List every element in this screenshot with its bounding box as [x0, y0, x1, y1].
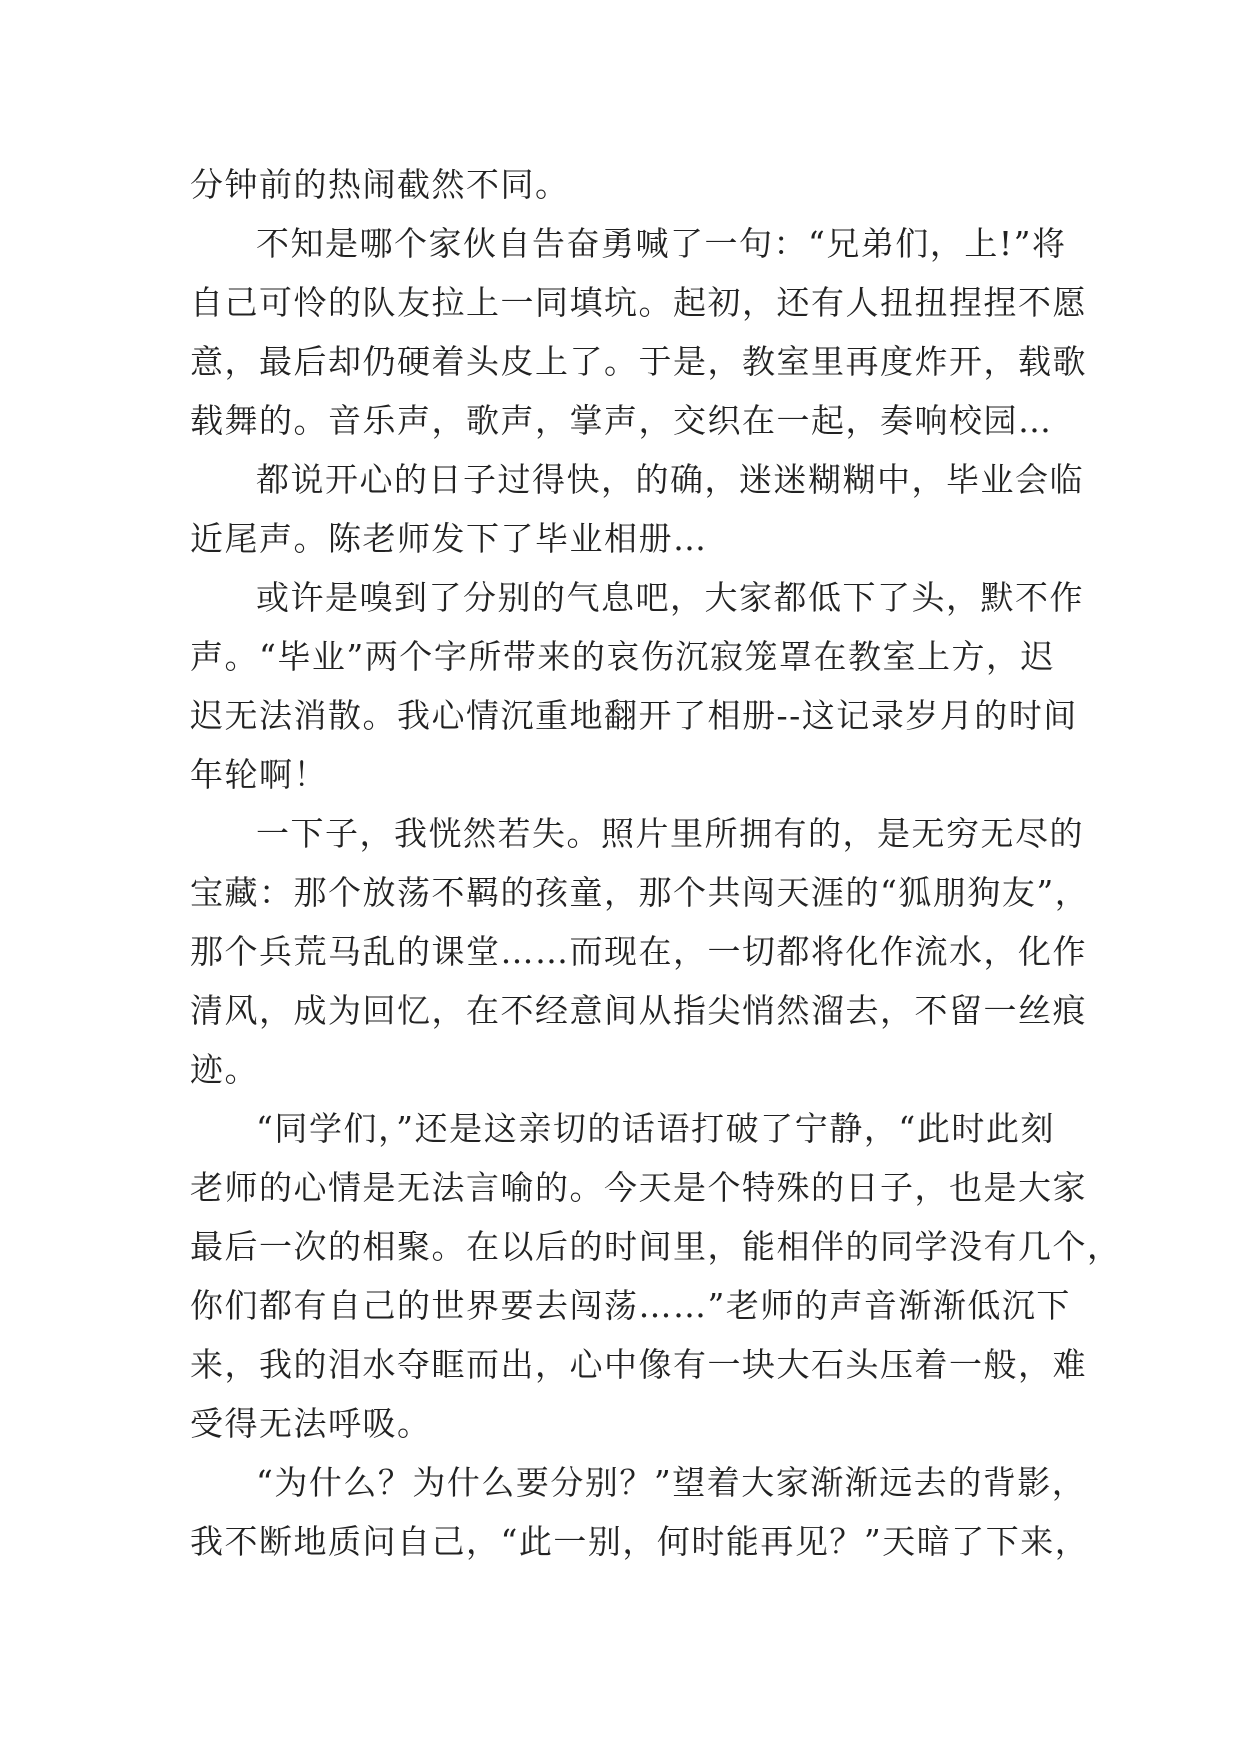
- text-line: 清风，成为回忆，在不经意间从指尖悄然溜去，不留一丝痕: [190, 991, 1087, 1030]
- text-line: 一下子，我恍然若失。照片里所拥有的，是无穷无尽的: [256, 814, 1084, 853]
- text-line: 迟无法消散。我心情沉重地翻开了相册--这记录岁月的时间: [190, 696, 1078, 735]
- text-line: 载舞的。音乐声，歌声，掌声，交织在一起，奏响校园…: [190, 401, 1053, 440]
- text-line: 最后一次的相聚。在以后的时间里，能相伴的同学没有几个，: [190, 1227, 1122, 1266]
- text-line: “为什么？为什么要分别？”望着大家渐渐远去的背影，: [256, 1463, 1087, 1502]
- text-line: 老师的心情是无法言喻的。今天是个特殊的日子，也是大家: [190, 1168, 1087, 1207]
- text-line: 年轮啊！: [190, 755, 328, 794]
- text-line: 你们都有自己的世界要去闯荡……”老师的声音渐渐低沉下: [190, 1286, 1071, 1325]
- text-line: 我不断地质问自己，“此一别，何时能再见？”天暗了下来，: [190, 1522, 1090, 1561]
- text-line: “同学们，”还是这亲切的话语打破了宁静，“此时此刻: [256, 1109, 1055, 1148]
- text-line: 受得无法呼吸。: [190, 1404, 432, 1443]
- text-line: 迹。: [190, 1050, 259, 1089]
- text-line: 来，我的泪水夺眶而出，心中像有一块大石头压着一般，难: [190, 1345, 1087, 1384]
- text-line: 宝藏：那个放荡不羁的孩童，那个共闯天涯的“狐朋狗友”，: [190, 873, 1090, 912]
- text-line: 那个兵荒马乱的课堂……而现在，一切都将化作流水，化作: [190, 932, 1087, 971]
- text-line: 分钟前的热闹截然不同。: [190, 165, 570, 204]
- essay-body: [190, 155, 1122, 1571]
- text-line: 不知是哪个家伙自告奋勇喊了一句：“兄弟们，上!”将: [256, 224, 1067, 263]
- text-line: 意，最后却仍硬着头皮上了。于是，教室里再度炸开，载歌: [190, 342, 1087, 381]
- text-line: 或许是嗅到了分别的气息吧，大家都低下了头，默不作: [256, 578, 1084, 617]
- text-line: 近尾声。陈老师发下了毕业相册…: [190, 519, 708, 558]
- text-line: 都说开心的日子过得快，的确，迷迷糊糊中，毕业会临: [256, 460, 1084, 499]
- text-line: 声。“毕业”两个字所带来的哀伤沉寂笼罩在教室上方，迟: [190, 637, 1055, 676]
- text-line: 自己可怜的队友拉上一同填坑。起初，还有人扭扭捏捏不愿: [190, 283, 1087, 322]
